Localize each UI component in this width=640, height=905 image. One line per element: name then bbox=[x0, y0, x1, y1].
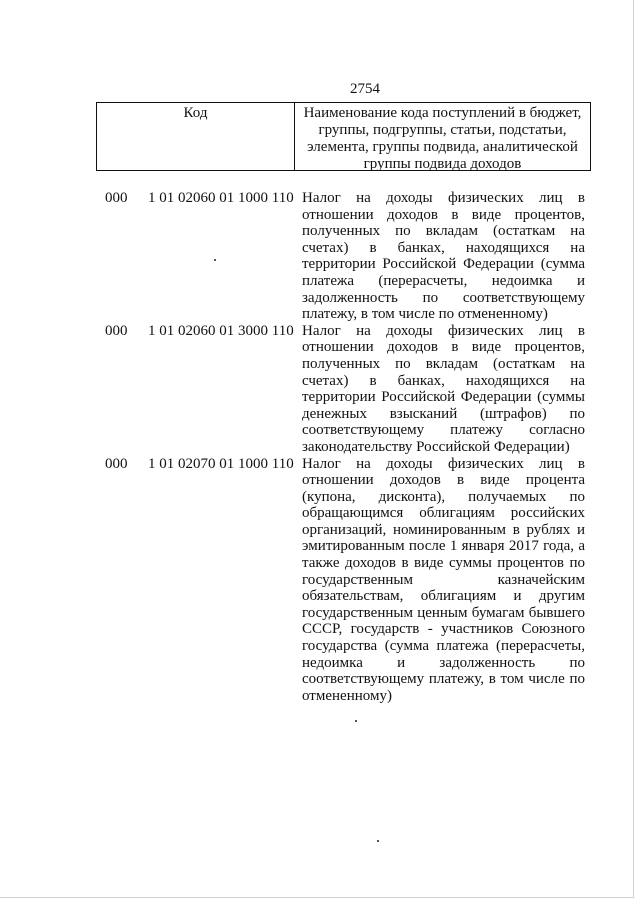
income-code: 1 01 02070 01 1000 110 bbox=[148, 455, 294, 472]
income-codes-list bbox=[0, 190, 640, 704]
income-code-row bbox=[0, 323, 640, 456]
header-table bbox=[96, 102, 591, 171]
admin-code: 000 bbox=[105, 455, 128, 472]
income-description: Налог на доходы физических лиц в отношении доходов в виде процентов, полученных по вкладам (остаткам на счетах) в банках, находящихся на территории Российской Федерации (суммы денежных взысканий (штрафов) по соответствующему платежу согласно законодательству Российской Федерации) bbox=[302, 322, 585, 455]
scan-speck bbox=[355, 720, 357, 722]
income-description: Налог на доходы физических лиц в отношении доходов в виде процентов, полученных по вкладам (остаткам на счетах) в банках, находящихся на территории Российской Федерации (сумма платежа (перерасчеты, недоимка и задолженность по соответствующему платежу, в том числе по отмененному) bbox=[302, 190, 585, 323]
scan-speck bbox=[214, 259, 216, 261]
scan-speck bbox=[377, 840, 379, 842]
header-code-column: Код bbox=[97, 103, 295, 170]
income-code: 1 01 02060 01 3000 110 bbox=[148, 322, 294, 339]
header-name-column: Наименование кода поступлений в бюджет, группы, подгруппы, статьи, подстатьи, элемента, группы подвида, аналитической группы подвида доходов bbox=[303, 105, 582, 172]
admin-code: 000 bbox=[105, 190, 128, 206]
income-code-row bbox=[0, 190, 640, 323]
page-number: 2754 bbox=[350, 81, 380, 97]
income-code: 1 01 02060 01 1000 110 bbox=[148, 190, 294, 206]
income-description: Налог на доходы физических лиц в отношении доходов в виде процента (купона, дисконта), получаемых по обращающимся облигациям российских организаций, номинированным в рублях и эмитированным после 1 января 2017 года, а также доходов в виде суммы процентов по государственным казначейским обязательствам, облигациям и другим государственным ценным бумагам бывшего СССР, государств - участников Союзного государства (сумма платежа (перерасчеты, недоимка и задолженность по соответствующему платежу, в том числе по отмененному) bbox=[302, 455, 585, 704]
admin-code: 000 bbox=[105, 322, 128, 339]
income-code-row bbox=[0, 456, 640, 705]
